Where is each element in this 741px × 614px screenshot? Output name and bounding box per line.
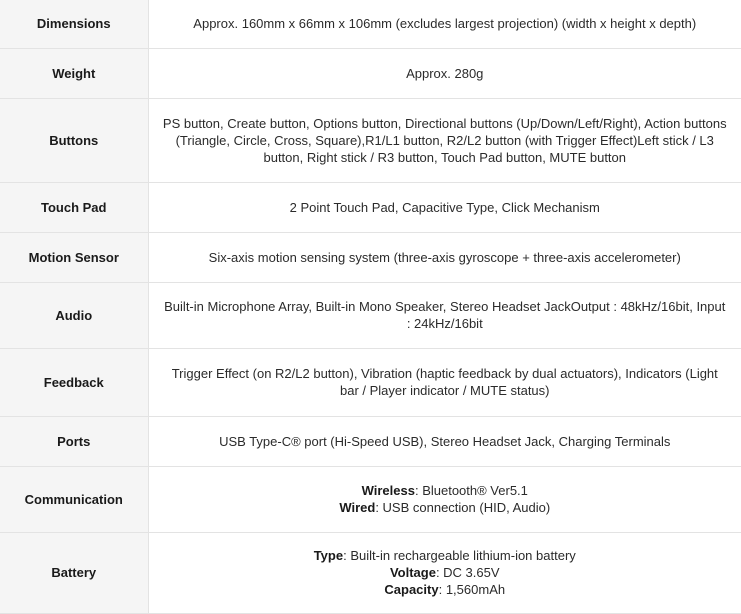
spec-value [148,182,741,232]
spec-label: Motion Sensor [0,232,148,282]
spec-value-line [163,433,728,450]
spec-row [0,98,741,182]
spec-label: Audio [0,282,148,348]
spec-row [0,416,741,466]
spec-value [148,416,741,466]
spec-value-text: 2 Point Touch Pad, Capacitive Type, Click Mechanism [289,199,600,215]
spec-value-line [163,15,728,32]
spec-row [0,466,741,532]
spec-value-line [163,249,728,266]
spec-value-key: Wired [339,500,376,515]
spec-value-text: Six-axis motion sensing system (three-axis gyroscope + three-axis accelerometer) [208,249,681,265]
spec-value-text: Approx. 160mm x 66mm x 106mm (excludes largest projection) (width x height x depth) [193,16,697,32]
spec-value-text: Bluetooth® Ver5.1 [422,483,528,498]
spec-value-line [163,365,728,399]
spec-value-text: PS button, Create button, Options button, Directional buttons (Up/Down/Left/Right), Action buttons (Triangle, Circle, Cross, Square),R1/L1 button, R2/L2 button (with Trigger Effect)Left stick / L3 button, Right stick / R3 button, Touch Pad button, MUTE button [162,115,727,165]
spec-value-key: Capacity [384,582,439,597]
spec-label: Communication [0,466,148,532]
spec-label: Dimensions [0,0,148,48]
spec-value-line [163,65,728,82]
spec-value [148,532,741,613]
spec-row [0,532,741,613]
spec-value-line: Type: Built-in rechargeable lithium-ion battery [313,548,576,563]
spec-row [0,282,741,348]
spec-value-line [163,115,728,166]
spec-value [148,0,741,48]
spec-value [148,348,741,416]
spec-value-text: USB Type-C® port (Hi-Speed USB), Stereo Headset Jack, Charging Terminals [219,433,671,449]
spec-value-line: Wireless: Bluetooth® Ver5.1 [361,483,528,498]
spec-row [0,48,741,98]
spec-label: Weight [0,48,148,98]
spec-value [148,466,741,532]
spec-value-text: Built-in rechargeable lithium-ion battery [350,548,576,563]
spec-value-line: Capacity: 1,560mAh [384,582,506,597]
spec-value-line: Voltage: DC 3.65V [389,565,500,580]
spec-value-text: 1,560mAh [445,582,506,597]
spec-value [148,232,741,282]
spec-value-line: Wired: USB connection (HID, Audio) [339,500,551,515]
spec-row [0,348,741,416]
spec-label: Battery [0,532,148,613]
spec-row [0,232,741,282]
spec-row [0,0,741,48]
spec-label: Buttons [0,98,148,182]
spec-label: Touch Pad [0,182,148,232]
spec-value-text: Built-in Microphone Array, Built-in Mono Speaker, Stereo Headset JackOutput : 48kHz/16bit, Input : 24kHz/16bit [164,299,726,331]
spec-label: Feedback [0,348,148,416]
spec-value [148,98,741,182]
spec-value-key: Wireless [361,483,415,498]
spec-value-line [163,199,728,216]
spec-value-text: Approx. 280g [406,65,484,81]
spec-value-line [163,298,728,332]
spec-value-text: Trigger Effect (on R2/L2 button), Vibration (haptic feedback by dual actuators), Indicators (Light bar / Player indicator / MUTE status) [171,366,718,398]
spec-value [148,48,741,98]
spec-value-text: DC 3.65V [443,565,500,580]
spec-value [148,282,741,348]
spec-value-text: USB connection (HID, Audio) [382,500,551,515]
spec-label: Ports [0,416,148,466]
spec-value-key: Voltage [389,565,436,580]
spec-value-key: Type [313,548,344,563]
spec-row [0,182,741,232]
